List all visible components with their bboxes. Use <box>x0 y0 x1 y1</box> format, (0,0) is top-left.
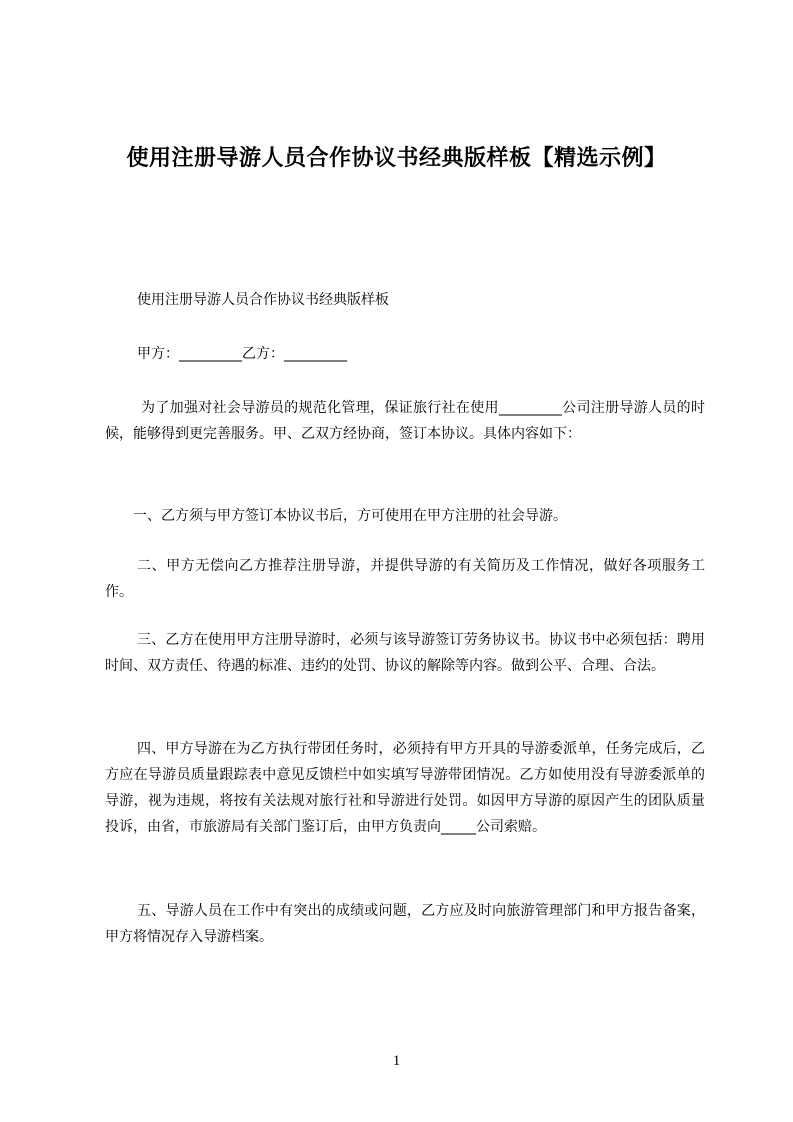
clause-1: 一、乙方须与甲方签订本协议书后，方可使用在甲方注册的社会导游。 <box>133 508 567 524</box>
parties-line: 甲方：_________乙方：_________ <box>137 346 347 362</box>
document-title: 使用注册导游人员合作协议书经典版样板【精选示例】 <box>126 146 667 171</box>
clause-3: 三、乙方在使用甲方注册导游时，必须与该导游签订劳务协议书。协议书中必须包括：聘用时间、双方责任、待遇的标准、违约的处罚、协议的解除等内容。做到公平、合理、合法。 <box>105 632 705 674</box>
document-subtitle: 使用注册导游人员合作协议书经典版样板 <box>137 292 389 308</box>
page-number: 1 <box>392 1053 401 1069</box>
clause-5: 五、导游人员在工作中有突出的成绩或问题，乙方应及时向旅游管理部门和甲方报告备案，甲方将情况存入导游档案。 <box>105 903 705 945</box>
clause-2: 二、甲方无偿向乙方推荐注册导游，并提供导游的有关简历及工作情况，做好各项服务工作。 <box>105 558 705 600</box>
intro-paragraph: 为了加强对社会导游员的规范化管理，保证旅行社在使用_________公司注册导游人员的时候，能够得到更完善服务。甲、乙双方经协商，签订本协议。具体内容如下： <box>105 400 705 442</box>
clause-4: 四、甲方导游在为乙方执行带团任务时，必须持有甲方开具的导游委派单，任务完成后，乙方应在导游员质量跟踪表中意见反馈栏中如实填写导游带团情况。乙方如使用没有导游委派单的导游，视为违规，将按有关法规对旅行社和导游进行处罚。如因甲方导游的原因产生的团队质量投诉，由省，市旅游局有关部门鉴订后，由甲方负责向_____公司索赔。 <box>105 741 705 835</box>
